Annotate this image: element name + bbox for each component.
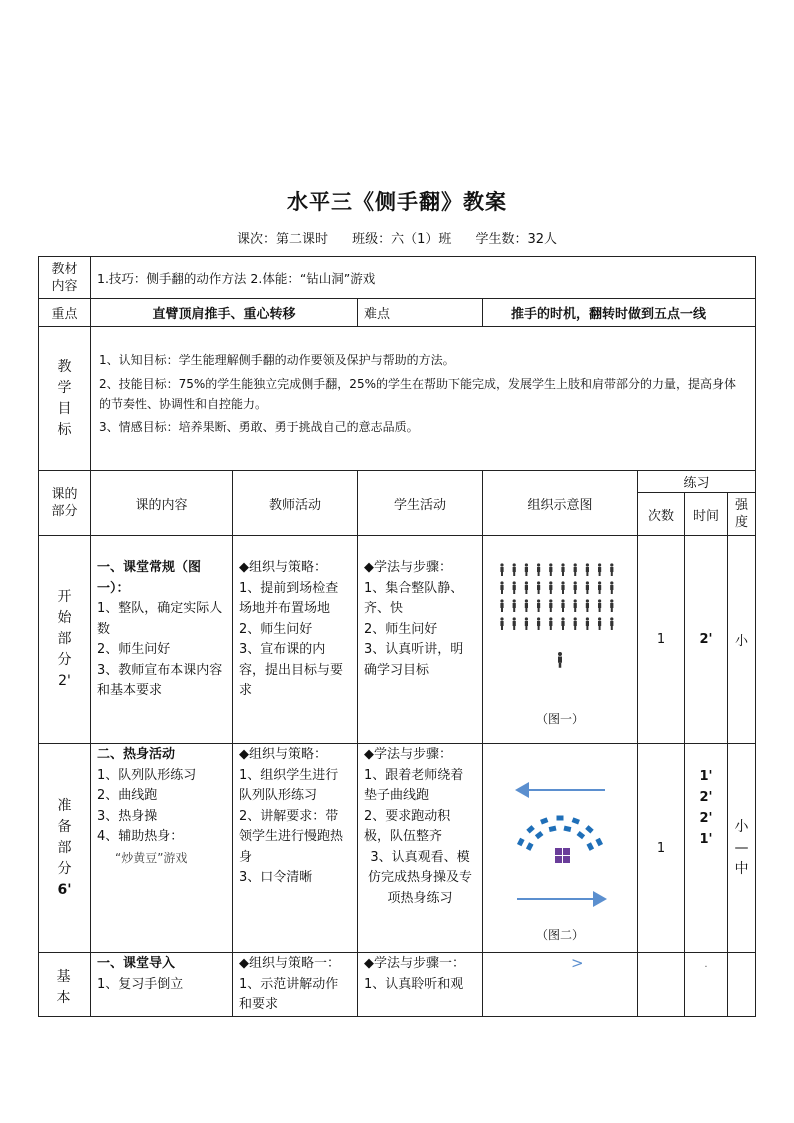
student-count: 学生数：32人 bbox=[475, 232, 558, 247]
prep-content-item: 1、队列队形练习 bbox=[97, 767, 197, 783]
start-student-item: 3、认真听讲，明确学习目标 bbox=[364, 642, 464, 678]
start-student-title: ◆学法与步骤： bbox=[364, 560, 452, 575]
lesson-plan-table bbox=[38, 256, 756, 1017]
student-square bbox=[577, 831, 586, 839]
student-figure bbox=[598, 563, 601, 576]
basic-part-label: 基本 bbox=[56, 969, 71, 1006]
student-square bbox=[585, 825, 594, 833]
header-teacher: 教师活动 bbox=[233, 471, 358, 536]
student-figure bbox=[513, 617, 516, 630]
objective-item: 1、认知目标：学生能理解侧手翻的动作要领及保护与帮助的方法。 bbox=[99, 353, 455, 367]
formation-diagram-2 bbox=[483, 744, 638, 928]
student-figure bbox=[574, 581, 577, 594]
prep-student-item: 3、认真观看、模仿完成热身操及专项热身练习 bbox=[367, 849, 472, 906]
mat-square bbox=[555, 856, 562, 863]
student-figure bbox=[500, 617, 503, 630]
prep-time-item: 2' bbox=[699, 790, 713, 805]
basic-student-cell bbox=[358, 953, 483, 1017]
key-label: 重点 bbox=[39, 299, 91, 327]
prep-content-item: 3、热身操 bbox=[97, 808, 158, 824]
formation-diagram-1 bbox=[483, 536, 638, 714]
key-content: 直臂顶肩推手、重心转移 bbox=[91, 299, 358, 327]
prep-student-cell bbox=[358, 744, 483, 953]
objectives-label-cell bbox=[39, 327, 91, 471]
prep-teacher-item: 2、讲解要求：带领学生进行慢跑热身 bbox=[239, 808, 344, 865]
start-part-label: 开始部分 bbox=[57, 589, 72, 668]
student-figure bbox=[549, 581, 552, 594]
difficulty-label: 难点 bbox=[358, 299, 483, 327]
basic-diagram-cell bbox=[483, 953, 638, 1017]
diagram-2-caption: （图二） bbox=[535, 928, 584, 942]
student-square bbox=[535, 831, 544, 839]
header-practice: 练习 bbox=[638, 471, 756, 493]
prep-teacher-item: 3、口令清晰 bbox=[239, 870, 313, 885]
prep-intensity: 小—中 bbox=[734, 818, 749, 877]
student-figure bbox=[537, 599, 540, 612]
student-figure bbox=[574, 563, 577, 576]
student-square bbox=[526, 825, 535, 833]
basic-intensity-cell bbox=[728, 953, 756, 1017]
prep-content-cell bbox=[91, 744, 233, 953]
student-square bbox=[557, 816, 564, 821]
student-figure bbox=[574, 599, 577, 612]
student-square bbox=[540, 817, 548, 824]
basic-part-row bbox=[39, 953, 756, 1017]
student-figure bbox=[561, 617, 564, 630]
header-part: 课的部分 bbox=[51, 487, 78, 519]
prep-part-cell bbox=[39, 744, 91, 953]
prep-content-item: 2、曲线跑 bbox=[97, 788, 158, 803]
header-part-cell bbox=[39, 471, 91, 536]
page-title: 水平三《侧手翻》教案 bbox=[287, 190, 507, 214]
basic-content-item: 1、复习手倒立 bbox=[97, 976, 184, 992]
prep-part-time: 6' bbox=[57, 881, 72, 898]
prep-teacher-title: ◆组织与策略： bbox=[239, 747, 327, 762]
material-content: 1.技巧：侧手翻的动作方法 2.体能：“钻山洞”游戏 bbox=[97, 270, 376, 286]
objective-item: 3、情感目标：培养果断、勇敢、勇于挑战自己的意志品质。 bbox=[99, 420, 419, 434]
student-square bbox=[572, 817, 580, 824]
prep-intensity-cell bbox=[728, 744, 756, 953]
prep-content-title: 二、热身活动 bbox=[97, 747, 176, 762]
student-figure bbox=[598, 617, 601, 630]
student-figure bbox=[586, 563, 589, 576]
student-figure bbox=[500, 563, 503, 576]
prep-teacher-item: 1、组织学生进行队列队形练习 bbox=[239, 767, 339, 803]
student-figure bbox=[513, 599, 516, 612]
student-figure bbox=[500, 581, 503, 594]
material-label-cell bbox=[39, 257, 91, 299]
student-figure bbox=[610, 617, 613, 630]
student-figure bbox=[610, 563, 613, 576]
prep-teacher-cell bbox=[233, 744, 358, 953]
start-time: 2' bbox=[685, 536, 728, 744]
start-content-title: 一、课堂常规（图一）： bbox=[97, 560, 202, 596]
start-content-item: 3、教师宣布本课内容和基本要求 bbox=[97, 662, 223, 698]
student-figure bbox=[610, 581, 613, 594]
prep-time-cell bbox=[685, 744, 728, 953]
start-part-row bbox=[39, 536, 756, 744]
header-intensity-cell bbox=[728, 493, 756, 536]
start-content-cell bbox=[91, 536, 233, 744]
difficulty-content: 推手的时机，翻转时做到五点一线 bbox=[483, 299, 756, 327]
student-figure bbox=[586, 581, 589, 594]
lesson-number: 课次：第二课时 bbox=[236, 232, 328, 247]
student-figure bbox=[586, 617, 589, 630]
basic-content-title: 一、课堂导入 bbox=[97, 956, 176, 971]
student-figure bbox=[598, 599, 601, 612]
header-row bbox=[39, 471, 756, 493]
objectives-row bbox=[39, 327, 756, 471]
start-part-time: 2' bbox=[58, 673, 71, 689]
prep-student-item: 1、跟着老师绕着垫子曲线跑 bbox=[364, 767, 464, 803]
student-figure bbox=[549, 599, 552, 612]
start-diagram-cell bbox=[483, 536, 638, 744]
header-student: 学生活动 bbox=[358, 471, 483, 536]
diagram-1-caption: （图一） bbox=[535, 712, 584, 726]
student-figure bbox=[598, 581, 601, 594]
header-diagram: 组织示意图 bbox=[483, 471, 638, 536]
start-teacher-cell bbox=[233, 536, 358, 744]
student-figure bbox=[574, 617, 577, 630]
prep-content-game: “炒黄豆”游戏 bbox=[115, 850, 188, 865]
prep-student-title: ◆学法与步骤： bbox=[364, 747, 452, 762]
student-figure bbox=[586, 599, 589, 612]
objectives-content-cell bbox=[91, 327, 756, 471]
material-content-cell bbox=[91, 257, 756, 299]
student-figure bbox=[500, 599, 503, 612]
objectives-label: 教学目标 bbox=[57, 358, 72, 438]
basic-times-cell bbox=[638, 953, 685, 1017]
student-figure bbox=[537, 581, 540, 594]
start-content-item: 1、整队，确定实际人数 bbox=[97, 601, 223, 637]
basic-diagram-mark: > bbox=[571, 954, 584, 972]
prep-part-row bbox=[39, 744, 756, 953]
student-figure bbox=[561, 581, 564, 594]
student-figure bbox=[513, 563, 516, 576]
prep-time-item: 1' bbox=[699, 832, 713, 847]
basic-part-cell bbox=[39, 953, 91, 1017]
objective-item: 2、技能目标：75%的学生能独立完成侧手翻，25%的学生在帮助下能完成，发展学生上肢和肩带部分的力量，提高身体的节奏性、协调性和自控能力。 bbox=[99, 377, 736, 411]
basic-teacher-item: 1、示范讲解动作和要求 bbox=[239, 976, 339, 1012]
student-figure bbox=[561, 599, 564, 612]
start-part-cell bbox=[39, 536, 91, 744]
basic-teacher-title: ◆组织与策略一： bbox=[239, 956, 340, 971]
student-figure bbox=[525, 599, 528, 612]
key-row bbox=[39, 299, 756, 327]
mat-square bbox=[563, 848, 570, 855]
header-times: 次数 bbox=[638, 493, 685, 536]
student-square bbox=[517, 838, 525, 847]
material-label: 教材内容 bbox=[51, 261, 78, 294]
mat-square bbox=[555, 848, 562, 855]
prep-times: 1 bbox=[638, 744, 685, 953]
header-intensity: 强度 bbox=[735, 498, 749, 530]
student-figure bbox=[525, 617, 528, 630]
start-student-cell bbox=[358, 536, 483, 744]
prep-diagram-cell bbox=[483, 744, 638, 953]
basic-time-cell bbox=[685, 953, 728, 1017]
basic-student-title: ◆学法与步骤一： bbox=[364, 956, 465, 971]
start-content-item: 2、师生问好 bbox=[97, 642, 171, 657]
prep-time-item: 1' bbox=[699, 769, 713, 784]
student-square bbox=[526, 842, 534, 851]
start-intensity: 小 bbox=[728, 536, 756, 744]
basic-student-item: 1、认真聆听和观 bbox=[364, 976, 464, 992]
student-figure bbox=[549, 563, 552, 576]
start-student-item: 2、师生问好 bbox=[364, 621, 438, 637]
student-figure bbox=[561, 563, 564, 576]
header-content: 课的内容 bbox=[91, 471, 233, 536]
student-figure bbox=[537, 563, 540, 576]
start-teacher-item: 1、提前到场检查场地并布置场地 bbox=[239, 580, 339, 616]
student-square bbox=[586, 842, 594, 851]
start-teacher-item: 2、师生问好 bbox=[239, 621, 313, 637]
student-figure bbox=[610, 599, 613, 612]
student-figure bbox=[525, 563, 528, 576]
prep-part-label: 准备部分 bbox=[57, 797, 72, 877]
prep-student-item: 2、要求跑动积极，队伍整齐 bbox=[364, 808, 451, 844]
class-name: 班级：六（1）班 bbox=[352, 232, 452, 247]
material-row bbox=[39, 257, 756, 299]
student-figure bbox=[525, 581, 528, 594]
basic-teacher-cell bbox=[233, 953, 358, 1017]
teacher-figure bbox=[558, 652, 562, 668]
lesson-info bbox=[0, 228, 794, 247]
start-student-item: 1、集合整队静、齐、快 bbox=[364, 580, 464, 616]
prep-time-item: 2' bbox=[699, 811, 713, 826]
header-time: 时间 bbox=[685, 493, 728, 536]
basic-content-cell bbox=[91, 953, 233, 1017]
student-square bbox=[549, 826, 557, 832]
student-square bbox=[595, 838, 603, 847]
student-figure bbox=[513, 581, 516, 594]
prep-content-item: 4、辅助热身： bbox=[97, 829, 184, 844]
start-times: 1 bbox=[638, 536, 685, 744]
student-square bbox=[563, 826, 571, 832]
basic-time-mark: . bbox=[704, 959, 708, 970]
mat-square bbox=[563, 856, 570, 863]
student-figure bbox=[549, 617, 552, 630]
student-figure bbox=[537, 617, 540, 630]
start-teacher-title: ◆组织与策略： bbox=[239, 560, 327, 575]
start-teacher-item: 3、宣布课的内容，提出目标与要求 bbox=[239, 642, 344, 698]
